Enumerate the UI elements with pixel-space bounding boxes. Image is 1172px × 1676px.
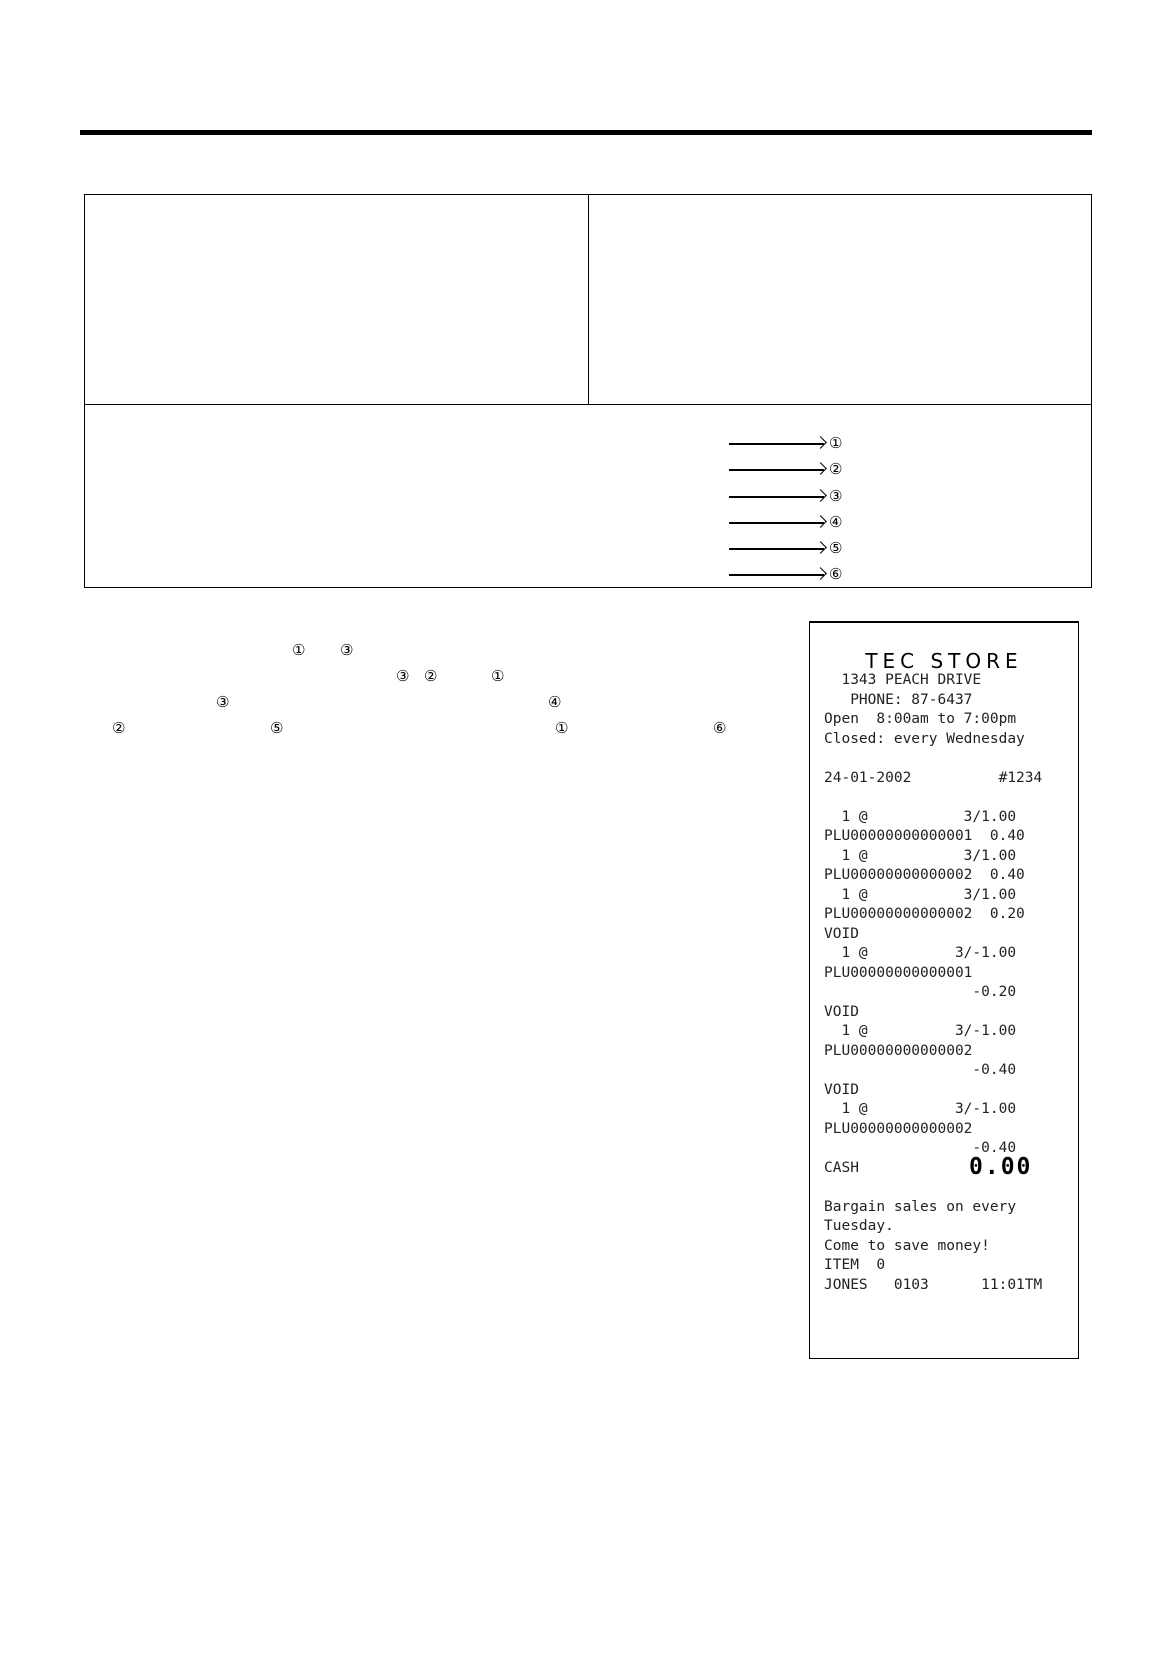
arrow-right-icon: [814, 541, 827, 554]
ref-number: ①: [491, 667, 505, 685]
receipt-title: TEC STORE: [865, 649, 1023, 673]
arrow-right-icon: [814, 489, 827, 502]
arrow-row-6: [729, 566, 849, 584]
receipt-line: -0.20: [824, 984, 1017, 1000]
receipt-line: VOID: [824, 925, 859, 942]
receipt-line: PLU00000000000002: [824, 1120, 973, 1137]
step-number: ⑥: [829, 565, 843, 583]
step-number: ②: [829, 460, 843, 478]
arrow-shaft: [729, 443, 824, 445]
ref-number: ⑥: [713, 719, 727, 737]
receipt-line: 1 @ 3/1.00: [824, 886, 1017, 903]
arrow-row-3: [729, 488, 849, 506]
step-number: ④: [829, 513, 843, 531]
receipt-line: Come to save money!: [824, 1237, 990, 1254]
receipt-line: PLU00000000000002 0.20: [824, 906, 1025, 922]
receipt-line: Open 8:00am to 7:00pm: [824, 711, 1017, 727]
receipt-line: PLU00000000000001 0.40: [824, 828, 1025, 844]
arrow-shaft: [729, 574, 824, 576]
ref-number: ⑤: [270, 719, 284, 737]
arrow-shaft: [729, 522, 824, 524]
step-number: ⑤: [829, 539, 843, 557]
receipt-line: 1 @ 3/-1.00: [824, 1101, 1017, 1117]
ref-number: ②: [424, 667, 438, 685]
ref-number: ①: [292, 641, 306, 659]
arrow-right-icon: [814, 567, 827, 580]
receipt-cash-label: CASH: [824, 1159, 859, 1176]
arrow-right-icon: [814, 436, 827, 449]
header-rule: [80, 130, 1092, 135]
ref-number: ②: [112, 719, 126, 737]
receipt-line: Bargain sales on every: [824, 1198, 1017, 1215]
table-divider: [588, 194, 589, 405]
receipt-line: 24-01-2002 #1234: [824, 769, 1043, 786]
arrow-row-4: [729, 514, 849, 532]
receipt-line: 1 @ 3/-1.00: [824, 1023, 1017, 1039]
step-number: ③: [829, 487, 843, 505]
arrow-row-2: [729, 461, 849, 479]
receipt-line: Tuesday.: [824, 1218, 894, 1234]
receipt-line: PLU00000000000002: [824, 1042, 973, 1059]
arrow-shaft: [729, 469, 824, 471]
arrow-shaft: [729, 548, 824, 550]
receipt-line: -0.40: [824, 1062, 1017, 1078]
arrow-row-5: [729, 540, 849, 558]
receipt-line: 1 @ 3/-1.00: [824, 945, 1017, 961]
receipt-line: ITEM 0: [824, 1257, 886, 1273]
ref-number: ③: [216, 693, 230, 711]
receipt-line: VOID: [824, 1081, 859, 1098]
arrow-row-1: [729, 435, 849, 453]
ref-number: ③: [340, 641, 354, 659]
arrow-right-icon: [814, 515, 827, 528]
receipt-line: 1 @ 3/1.00: [824, 847, 1017, 864]
arrow-shaft: [729, 496, 824, 498]
receipt-line: Closed: every Wednesday: [824, 730, 1025, 747]
receipt-line: PLU00000000000002 0.40: [824, 867, 1025, 883]
key-sequence-box: [84, 404, 1092, 588]
ref-number: ③: [396, 667, 410, 685]
step-number: ①: [829, 434, 843, 452]
receipt-line: VOID: [824, 1003, 859, 1020]
receipt-line: PHONE: 87-6437: [824, 691, 973, 708]
receipt-line: 1343 PEACH DRIVE: [824, 672, 982, 688]
ref-number: ①: [555, 719, 569, 737]
receipt-line: JONES 0103 11:01TM: [824, 1276, 1043, 1293]
receipt-line: 1 @ 3/1.00: [824, 808, 1017, 825]
receipt-line: -0.40: [824, 1140, 1017, 1156]
receipt-cash-total: 0.00: [969, 1154, 1033, 1180]
arrow-right-icon: [814, 462, 827, 475]
ref-number: ④: [548, 693, 562, 711]
receipt-line: PLU00000000000001: [824, 964, 973, 981]
receipt: [809, 621, 1079, 1359]
